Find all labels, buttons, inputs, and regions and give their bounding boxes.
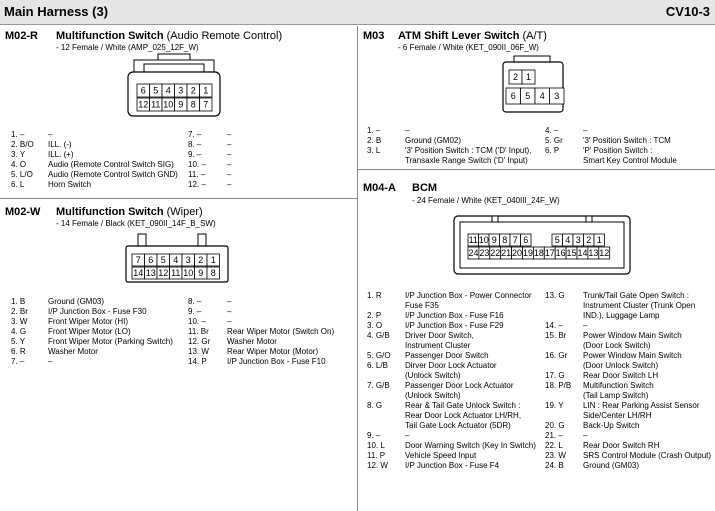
pin-row [545,431,715,441]
pin-number: 5. L/O [11,170,33,179]
pin-number: 3. W [11,317,28,326]
pin-description: – [583,431,588,440]
pin-description: – [227,160,232,169]
pin-row [188,357,353,367]
connector-diagram [452,214,632,278]
pin-description: Instrument Cluster [405,341,471,350]
connector-spec: - 24 Female / White (KET_040III_24F_W) [412,196,560,205]
pin-description: Multifunction Switch [583,381,654,390]
pin-number: 16. Gr [545,351,568,360]
pin-description: Driver Door Switch, [405,331,474,340]
pin-label: 7 [203,99,209,110]
pin-row [11,307,181,317]
pin-row [367,136,547,146]
pin-description: Front Wiper Motor (LO) [48,327,131,336]
pin-description: IND.), Luggage Lamp [583,311,660,320]
pin-row [11,140,181,150]
pin-description: I/P Junction Box - Fuse F30 [48,307,147,316]
connector-diagram [500,54,570,114]
pin-description: Front Wiper Motor (Parking Switch) [48,337,173,346]
pin-description: (Door Lock Switch) [583,341,651,350]
section-divider-left [0,198,357,199]
pin-row [367,351,547,361]
pin-row [367,381,547,391]
pin-number: 3. Y [11,150,26,159]
pin-description: ILL. (+) [48,150,74,159]
pin-row [11,160,181,170]
pin-row [367,156,547,166]
pin-description: – [227,297,232,306]
pin-label: 24 [468,248,479,258]
pin-label: 12 [599,248,610,258]
pin-row [545,381,715,391]
pin-number: 5. Gr [545,136,563,145]
pin-description: – [405,126,410,135]
connector-title: ATM Shift Lever Switch (A/T) [398,30,547,42]
pin-number: 13. W [188,347,209,356]
pin-label: 9 [491,235,497,245]
pin-description: – [405,431,410,440]
pin-description: Smart Key Control Module [583,156,677,165]
pin-number: 6. L [11,180,25,189]
connector-title: BCM [412,182,438,194]
pin-number: 2. P [367,311,382,320]
pin-number: 7. – [188,130,202,139]
pin-label: 13 [145,268,156,278]
pin-label: 12 [158,268,169,278]
pin-row [11,317,181,327]
connector-title: Multifunction Switch (Wiper) [56,206,203,218]
pin-list-left [367,126,547,166]
pin-label: 5 [525,91,531,101]
pin-description: Passenger Door Switch [405,351,489,360]
pin-row [545,461,715,471]
pin-label: 2 [190,85,196,96]
pin-number: 19. Y [545,401,564,410]
pin-label: 11 [151,99,161,110]
connector-id: M02-W [5,206,41,218]
pin-row [188,327,353,337]
connector-diagram [120,52,230,124]
connector-id: M04-A [363,182,397,194]
pin-number: 23. W [545,451,566,460]
pin-number: 6. R [11,347,26,356]
pin-row [11,337,181,347]
pin-description: SRS Control Module (Crash Output) [583,451,712,460]
connector-title: Multifunction Switch (Audio Remote Control) [56,30,283,42]
pin-description: – [227,140,232,149]
pin-description: Audio (Remote Control Switch SIG) [48,160,174,169]
pin-number: 8. – [188,140,202,149]
pin-number: 10. L [367,441,385,450]
pin-number: 17. G [545,371,565,380]
pin-number: 9. – [188,150,202,159]
pin-description: Door Warning Switch (Key In Switch) [405,441,536,450]
pin-label: 11 [171,268,181,278]
pin-description: Passenger Door Lock Actuator [405,381,514,390]
pin-number: 18. P/B [545,381,572,390]
pin-number: 21. – [545,431,563,440]
pin-row [367,371,547,381]
pin-label: 6 [510,91,516,101]
pin-label: 17 [544,248,555,258]
pin-list-left [11,130,181,190]
pin-description: – [227,307,232,316]
pin-number: 11. Br [188,327,209,336]
pin-number: 4. O [11,160,27,169]
pin-label: 4 [173,255,179,265]
pin-description: Ground (GM03) [48,297,105,306]
pin-label: 12 [138,99,149,110]
pin-row [367,301,547,311]
pin-row [545,441,715,451]
pin-label: 2 [586,235,592,245]
pin-number: 15. Br [545,331,567,340]
pin-row [367,331,547,341]
pin-label: 4 [539,91,545,101]
pin-description: 'P' Position Switch : [583,146,653,155]
pin-number: 1. R [367,291,382,300]
pin-label: 20 [512,248,523,258]
pin-row [367,321,547,331]
pin-row [11,347,181,357]
pin-label: 1 [203,85,209,96]
pin-row [11,150,181,160]
pin-number: 9. – [188,307,202,316]
pin-description: – [583,321,588,330]
pin-row [545,301,715,311]
pin-row [367,291,547,301]
pin-number: 12. – [188,180,206,189]
pin-row [188,150,353,160]
pin-description: Rear Wiper Motor (Motor) [227,347,319,356]
column-divider [357,26,358,511]
pin-row [545,156,715,166]
pin-number: 1. – [367,126,381,135]
pin-number: 10. – [188,317,206,326]
pin-description: Rear Door Lock Actuator LH/RH, [405,411,522,420]
pin-label: 4 [565,235,571,245]
connector-id: M02-R [5,30,39,42]
pin-description: Side/Center LH/RH [583,411,652,420]
pin-row [545,451,715,461]
pin-label: 6 [148,255,154,265]
pin-description: – [227,317,232,326]
pin-description: I/P Junction Box - Fuse F29 [405,321,504,330]
pin-description: Instrument Cluster (Trunk Open [583,301,696,310]
pin-label: 8 [190,99,196,110]
connector-id: M03 [363,30,385,42]
pin-list-right [188,297,353,367]
pin-label: 3 [575,235,581,245]
pin-row [188,140,353,150]
page-header [0,0,715,25]
pin-row [545,351,715,361]
pin-description: Dirver Door Lock Actuator [405,361,497,370]
pin-description: Transaxle Range Switch ('D' Input) [405,156,528,165]
pin-label: 1 [525,72,532,82]
pin-description: Audio (Remote Control Switch GND) [48,170,178,179]
pin-list-right [545,291,715,471]
pin-description: Back-Up Switch [583,421,640,430]
page-code: CV10-3 [665,4,710,19]
pin-row [11,297,181,307]
pin-description: Tail Gate Lock Actuator (5DR) [405,421,511,430]
pin-description: – [48,357,53,366]
pin-label: 13 [588,248,599,258]
pin-description: LIN : Rear Parking Assist Sensor [583,401,700,410]
pin-number: 20. G [545,421,565,430]
pin-description: – [227,150,232,159]
pin-number: 2. Br [11,307,28,316]
pin-row [188,317,353,327]
pin-description: Washer Motor [48,347,98,356]
pin-label: 16 [555,248,566,258]
pin-row [545,311,715,321]
pin-row [367,431,547,441]
pin-list-left [367,291,547,471]
connector-spec: - 12 Female / White (AMP_025_12F_W) [56,43,199,52]
pin-row [545,391,715,401]
pin-row [11,170,181,180]
pin-label: 5 [554,235,560,245]
pin-number: 5. G/O [367,351,391,360]
connector-spec: - 14 Female / Black (KET_090II_14F_B_SW) [56,219,216,228]
pin-row [367,126,547,136]
pin-row [188,297,353,307]
pin-row [545,371,715,381]
pin-description: Rear Door Switch RH [583,441,660,450]
connector-spec: - 6 Female / White (KET_090II_06F_W) [398,43,539,52]
pin-description: Power Window Main Switch [583,351,682,360]
section-divider-right [358,169,715,170]
pin-number: 4. G [11,327,27,336]
pin-description: Vehicle Speed Input [405,451,477,460]
pin-label: 4 [165,85,171,96]
pin-number: 4. – [545,126,559,135]
pin-number: 2. B [367,136,382,145]
pin-row [545,136,715,146]
pin-label: 10 [478,235,489,245]
pin-number: 11. P [367,451,386,460]
pin-row [545,421,715,431]
pin-row [367,341,547,351]
pin-row [188,160,353,170]
pin-label: 5 [160,255,166,265]
pin-label: 7 [512,235,518,245]
pin-label: 2 [198,255,204,265]
pin-label: 22 [490,248,501,258]
pin-number: 24. B [545,461,564,470]
pin-number: 5. Y [11,337,26,346]
pin-row [188,347,353,357]
pin-label: 5 [153,85,159,96]
pin-row [11,357,181,367]
pin-label: 18 [533,248,544,258]
pin-row [11,130,181,140]
pin-description: (Tail Lamp Switch) [583,391,649,400]
pin-number: 9. – [367,431,381,440]
pin-row [545,331,715,341]
pin-row [367,461,547,471]
pin-row [188,180,353,190]
pin-row [367,441,547,451]
pin-label: 7 [135,255,141,265]
pin-description: '3' Position Switch : TCM ('D' Input), [405,146,532,155]
pin-number: 1. B [11,297,26,306]
pin-row [188,130,353,140]
pin-number: 11. – [188,170,206,179]
pin-description: Trunk/Tail Gate Open Switch : [583,291,689,300]
pin-row [367,421,547,431]
pin-label: 8 [502,235,508,245]
pin-number: 4. G/B [367,331,390,340]
pin-number: 3. L [367,146,381,155]
pin-number: 14. – [545,321,563,330]
pin-label: 9 [198,268,204,278]
pin-description: Rear Wiper Motor (Switch On) [227,327,335,336]
pin-label: 1 [596,235,602,245]
pin-row [367,361,547,371]
connector-diagram [122,228,232,288]
pin-label: 1 [210,255,216,265]
pin-number: 6. P [545,146,560,155]
pin-row [545,401,715,411]
pin-number: 12. W [367,461,388,470]
pin-label: 3 [185,255,191,265]
pin-row [545,126,715,136]
pin-row [367,411,547,421]
pin-label: 19 [522,248,533,258]
pin-description: Washer Motor [227,337,277,346]
pin-label: 15 [566,248,577,258]
pin-number: 13. G [545,291,565,300]
pin-row [545,411,715,421]
pin-number: 3. O [367,321,383,330]
pin-row [545,361,715,371]
pin-description: Ground (GM02) [405,136,462,145]
pin-label: 14 [133,268,144,278]
pin-number: 22. L [545,441,563,450]
pin-description: Rear Door Switch LH [583,371,659,380]
pin-description: I/P Junction Box - Fuse F16 [405,311,504,320]
pin-number: 7. – [11,357,25,366]
pin-row [367,391,547,401]
pin-row [188,307,353,317]
pin-description: Rear & Tail Gate Unlock Switch : [405,401,521,410]
pin-description: I/P Junction Box - Power Connector [405,291,532,300]
pin-description: Fuse F35 [405,301,439,310]
pin-description: Front Wiper Motor (HI) [48,317,129,326]
pin-description: ILL. (-) [48,140,72,149]
pin-number: 14. P [188,357,207,366]
pin-description: – [227,180,232,189]
pin-description: – [48,130,53,139]
pin-number: 12. Gr [188,337,211,346]
pin-row [545,321,715,331]
pin-label: 9 [178,99,184,110]
pin-label: 10 [163,99,174,110]
pin-number: 8. – [188,297,202,306]
pin-label: 3 [554,91,560,101]
pin-row [188,170,353,180]
pin-number: 7. G/B [367,381,390,390]
pin-label: 11 [468,235,478,245]
pin-row [367,311,547,321]
pin-list-right [188,130,353,190]
pin-number: 8. G [367,401,383,410]
pin-number: 6. L/B [367,361,388,370]
pin-label: 8 [210,268,216,278]
pin-description: I/P Junction Box - Fuse F10 [227,357,326,366]
pin-label: 6 [523,235,529,245]
pin-row [367,401,547,411]
pin-row [11,180,181,190]
pin-description: – [227,130,232,139]
page-title: Main Harness (3) [4,4,109,19]
pin-list-right [545,126,715,166]
pin-list-left [11,297,181,367]
pin-description: Power Window Main Switch [583,331,682,340]
pin-label: 2 [512,72,519,82]
pin-description: Ground (GM03) [583,461,640,470]
pin-description: (Unlock Switch) [405,391,461,400]
pin-number: 1. – [11,130,25,139]
pin-description: – [227,170,232,179]
pin-label: 14 [577,248,588,258]
pin-description: Horn Switch [48,180,92,189]
pin-description: (Door Unlock Switch) [583,361,659,370]
pin-label: 21 [501,248,512,258]
pin-label: 23 [479,248,490,258]
pin-row [188,337,353,347]
pin-description: – [583,126,588,135]
pin-number: 10. – [188,160,206,169]
pin-row [367,146,547,156]
pin-row [11,327,181,337]
pin-number: 2. B/O [11,140,34,149]
pin-label: 10 [183,268,194,278]
pin-description: (Unlock Switch) [405,371,461,380]
pin-row [367,451,547,461]
pin-row [545,291,715,301]
pin-row [545,146,715,156]
pin-description: '3' Position Switch : TCM [583,136,671,145]
pin-label: 3 [178,85,184,96]
pin-row [545,341,715,351]
pin-description: I/P Junction Box - Fuse F4 [405,461,500,470]
pin-label: 6 [140,85,146,96]
